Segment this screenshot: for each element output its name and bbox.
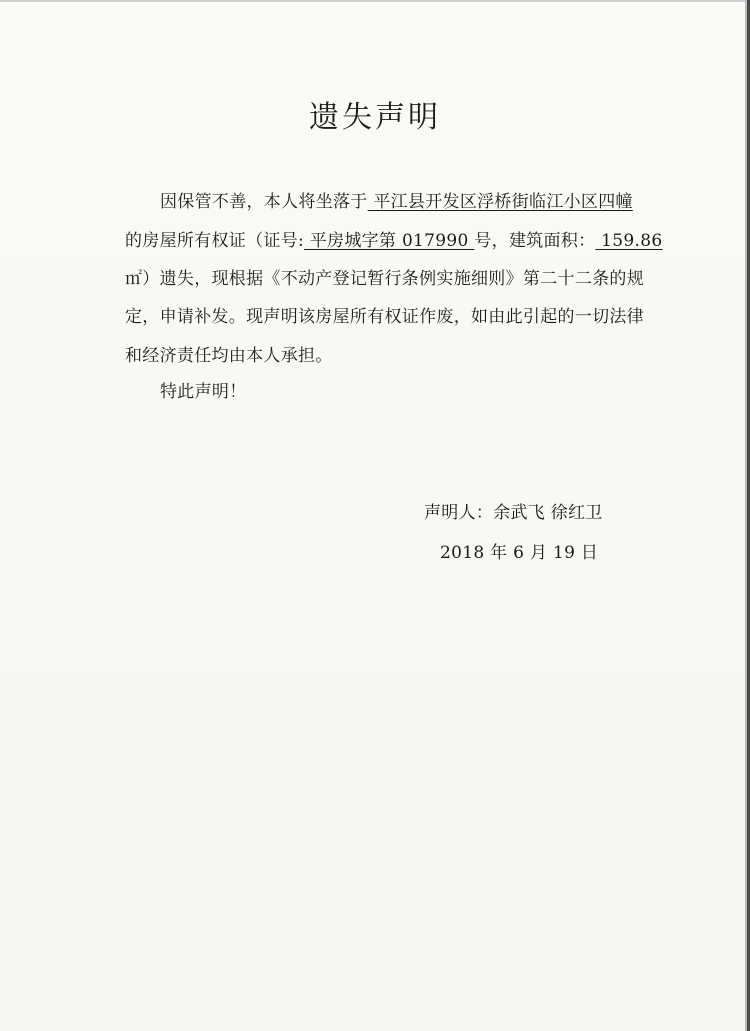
area-field: 159.86 bbox=[595, 231, 663, 251]
line-2-mid: 号，建筑面积： bbox=[474, 231, 596, 251]
line-1-prefix: 因保管不善，本人将坐落于 bbox=[160, 192, 368, 212]
certificate-number-field: 平房城字第 017990 bbox=[304, 231, 475, 251]
document-title: 遗失声明 bbox=[309, 100, 441, 135]
line-2-prefix: 的房屋所有权证（证号: bbox=[125, 231, 305, 251]
address-field: 平江县开发区浮桥街临江小区四幢 bbox=[367, 192, 633, 212]
scan-edge-top bbox=[0, 0, 750, 2]
paragraph-line-1 bbox=[160, 187, 633, 212]
date-line: 2018 年 6 月 19 日 bbox=[440, 543, 599, 563]
paragraph-line-2 bbox=[125, 226, 662, 251]
signature-line: 声明人：余武飞 徐红卫 bbox=[424, 503, 603, 523]
paragraph-line-3: ㎡）遗失，现根据《不动产登记暂行条例实施细则》第二十二条的规 bbox=[125, 269, 644, 289]
paragraph-line-5: 和经济责任均由本人承担。 bbox=[125, 346, 333, 366]
paragraph-line-4: 定，申请补发。现声明该房屋所有权证作废，如由此引起的一切法律 bbox=[125, 307, 644, 327]
closing-statement: 特此声明！ bbox=[160, 382, 247, 402]
